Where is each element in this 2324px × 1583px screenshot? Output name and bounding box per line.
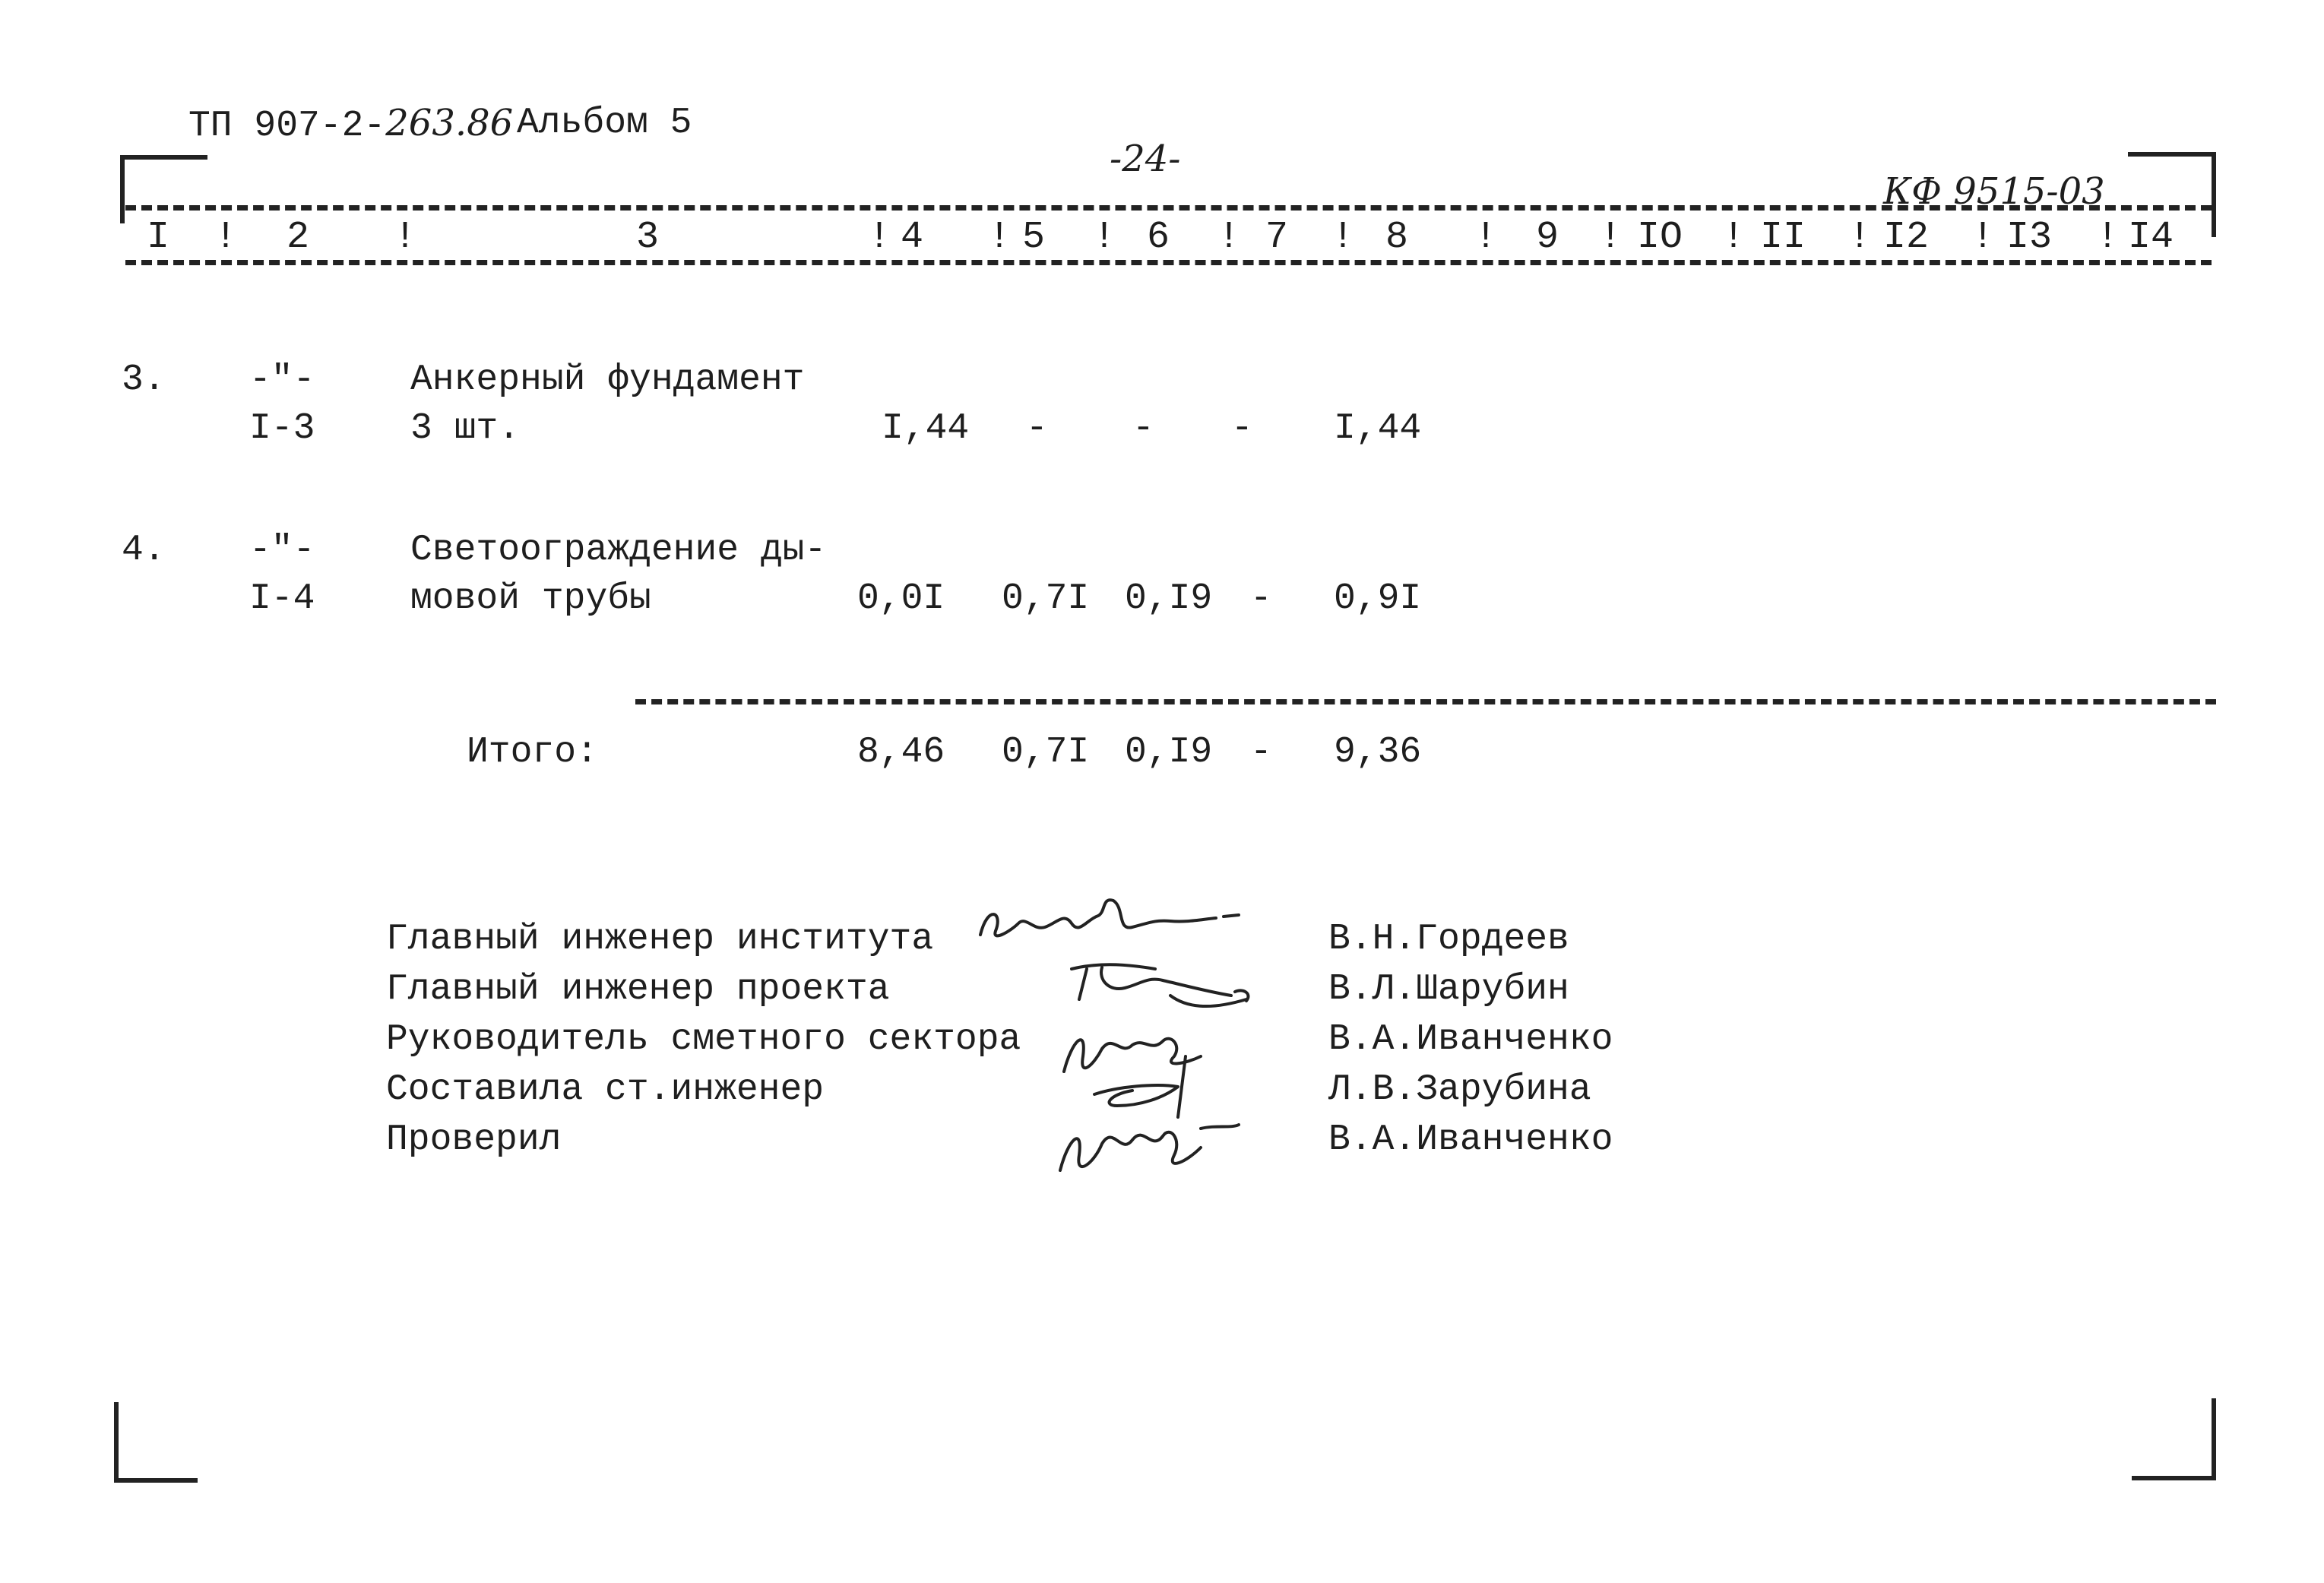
column-number: I2	[1882, 216, 1929, 259]
column-number: 6	[1146, 216, 1170, 259]
column-number: 3	[635, 216, 659, 259]
column-separator: !	[1599, 216, 1623, 259]
column-number: 2	[286, 216, 309, 259]
row-code: I-3	[249, 408, 315, 449]
frame-corner-top-left	[120, 155, 207, 160]
column-number: II	[1759, 216, 1806, 259]
signatory-name: Л.В.Зарубина	[1328, 1069, 1591, 1110]
row-cell-col8: 0,9I	[1334, 578, 1422, 619]
column-number: 7	[1265, 216, 1288, 259]
column-separator: !	[214, 216, 238, 259]
column-separator: !	[1093, 216, 1116, 259]
row-ditto: -"-	[249, 530, 315, 571]
column-separator: !	[1217, 216, 1241, 259]
total-cell-col8: 9,36	[1334, 732, 1422, 773]
row-cell-col7: -	[1250, 578, 1272, 619]
row-cell-col6: 0,I9	[1125, 578, 1213, 619]
column-number: I4	[2127, 216, 2174, 259]
total-label: Итого:	[467, 732, 598, 773]
row-cell-col5: 0,7I	[1002, 578, 1090, 619]
header-dashed-rule-top	[125, 205, 2212, 211]
handwritten-reference: 263.86	[385, 102, 514, 144]
signatory-name: В.А.Иванченко	[1328, 1019, 1613, 1060]
album-label: Альбом 5	[517, 103, 692, 144]
column-separator: !	[1848, 216, 1872, 259]
column-number: 5	[1021, 216, 1045, 259]
frame-corner-top-left-vertical	[120, 155, 125, 223]
column-separator: !	[1331, 216, 1355, 259]
row-number: 3.	[122, 359, 166, 400]
row-cell-col6: -	[1132, 408, 1154, 449]
row-name-line1: Светоограждение ды-	[410, 530, 827, 571]
signature-role: Руководитель сметного сектора	[386, 1019, 1021, 1060]
row-cell-col4: I,44	[882, 408, 970, 449]
frame-corner-top-right-vertical	[2212, 152, 2216, 237]
total-cell-col4: 8,46	[857, 732, 945, 773]
signature-role: Главный инженер проекта	[386, 969, 890, 1010]
signature-role: Проверил	[386, 1119, 562, 1160]
row-cell-col7: -	[1231, 408, 1253, 449]
row-ditto: -"-	[249, 359, 315, 400]
column-separator: !	[988, 216, 1012, 259]
total-cell-col6: 0,I9	[1125, 732, 1213, 773]
row-cell-col4: 0,0I	[857, 578, 945, 619]
header-dashed-rule-bottom	[125, 260, 2212, 265]
frame-corner-bottom-left	[114, 1478, 198, 1483]
total-cell-col7: -	[1250, 732, 1272, 773]
sheet-code: КФ 9515-03	[1883, 170, 2105, 213]
column-separator: !	[1971, 216, 1995, 259]
signatory-name: В.Н.Гордеев	[1328, 919, 1569, 960]
frame-corner-bottom-left-vertical	[114, 1402, 119, 1483]
signature-role: Составила ст.инженер	[386, 1069, 825, 1110]
row-name-line1: Анкерный фундамент	[410, 359, 805, 400]
row-name-line2: 3 шт.	[410, 408, 521, 449]
column-number: 4	[900, 216, 923, 259]
column-number: 8	[1385, 216, 1408, 259]
row-cell-col8: I,44	[1334, 408, 1422, 449]
signatory-name: В.А.Иванченко	[1328, 1119, 1613, 1160]
column-separator: !	[1722, 216, 1746, 259]
row-code: I-4	[249, 578, 315, 619]
handwritten-signature-3	[1049, 1011, 1246, 1186]
column-separator: !	[394, 216, 417, 259]
column-separator: !	[2096, 216, 2120, 259]
total-cell-col5: 0,7I	[1002, 732, 1090, 773]
total-dashed-rule	[635, 699, 2216, 704]
signature-role: Главный инженер института	[386, 919, 934, 960]
document-reference: ТП 907-2-263.86	[188, 102, 514, 147]
signatory-name: В.Л.Шарубин	[1328, 969, 1569, 1010]
frame-corner-bottom-right-vertical	[2212, 1398, 2216, 1480]
row-cell-col5: -	[1026, 408, 1048, 449]
column-number: I3	[2006, 216, 2052, 259]
column-number: I	[146, 216, 169, 259]
frame-corner-bottom-right	[2132, 1476, 2215, 1480]
row-name-line2: мовой трубы	[410, 578, 651, 619]
page-number: -24-	[1110, 138, 1181, 180]
column-number: 9	[1535, 216, 1559, 259]
column-separator: !	[1474, 216, 1498, 259]
frame-corner-top-right	[2128, 152, 2215, 157]
row-number: 4.	[122, 530, 166, 571]
column-separator: !	[868, 216, 891, 259]
column-number: IO	[1636, 216, 1683, 259]
